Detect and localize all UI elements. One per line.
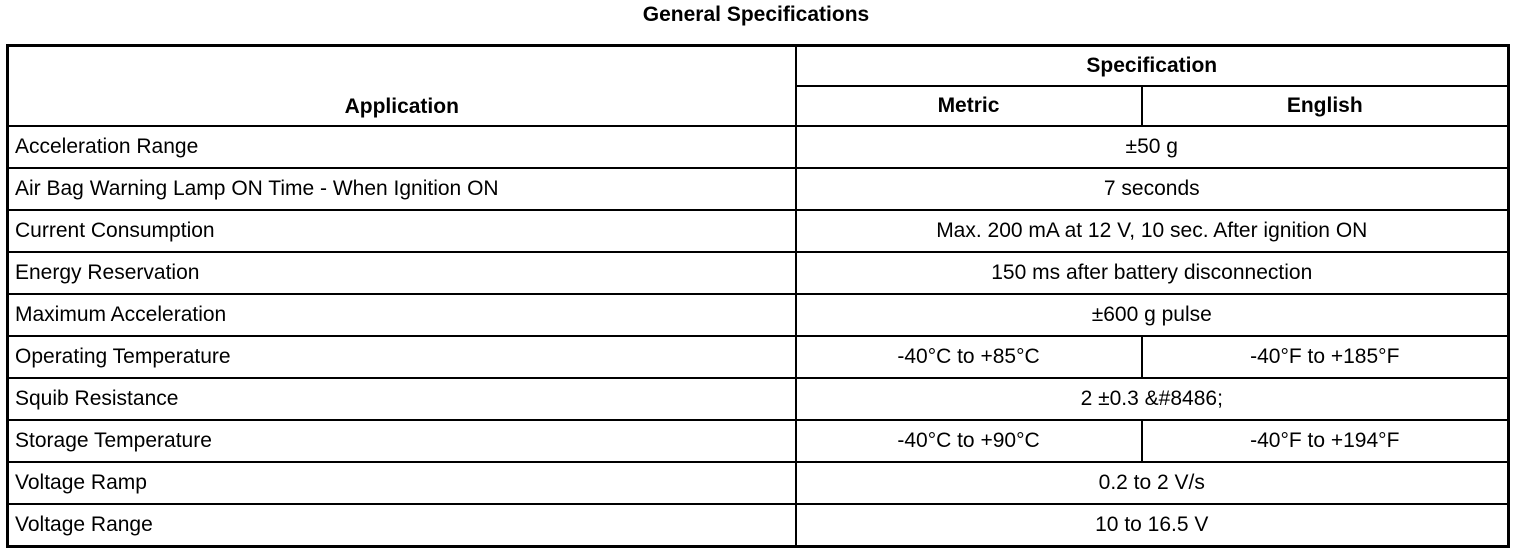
spec-value-cell: Max. 200 mA at 12 V, 10 sec. After ignition ON	[796, 210, 1509, 252]
english-value-cell: -40°F to +194°F	[1142, 420, 1509, 462]
table-row	[8, 210, 1509, 252]
application-cell: Squib Resistance	[8, 378, 796, 420]
table-row	[8, 504, 1509, 547]
application-cell: Air Bag Warning Lamp ON Time - When Ignition ON	[8, 168, 796, 210]
spec-value-cell: 7 seconds	[796, 168, 1509, 210]
application-cell: Voltage Range	[8, 504, 796, 547]
application-cell: Acceleration Range	[8, 126, 796, 168]
table-row	[8, 420, 1509, 462]
english-value-cell: -40°F to +185°F	[1142, 336, 1509, 378]
application-cell: Storage Temperature	[8, 420, 796, 462]
application-cell: Current Consumption	[8, 210, 796, 252]
spec-value-cell: 2 ±0.3 &#8486;	[796, 378, 1509, 420]
header-specification: Specification	[796, 46, 1509, 86]
header-metric: Metric	[796, 86, 1142, 126]
metric-value-cell: -40°C to +90°C	[796, 420, 1142, 462]
table-row	[8, 168, 1509, 210]
table-row	[8, 294, 1509, 336]
spec-value-cell: ±50 g	[796, 126, 1509, 168]
metric-value-cell: -40°C to +85°C	[796, 336, 1142, 378]
spec-value-cell: 0.2 to 2 V/s	[796, 462, 1509, 504]
table-title: General Specifications	[642, 3, 870, 26]
application-cell: Maximum Acceleration	[8, 294, 796, 336]
table-row	[8, 336, 1509, 378]
table-row	[8, 378, 1509, 420]
general-specifications-table	[6, 44, 1510, 548]
application-cell: Operating Temperature	[8, 336, 796, 378]
application-cell: Voltage Ramp	[8, 462, 796, 504]
spec-value-cell: ±600 g pulse	[796, 294, 1509, 336]
header-english: English	[1142, 86, 1509, 126]
table-row	[8, 126, 1509, 168]
spec-value-cell: 150 ms after battery disconnection	[796, 252, 1509, 294]
application-cell: Energy Reservation	[8, 252, 796, 294]
table-row	[8, 252, 1509, 294]
table-row	[8, 462, 1509, 504]
spec-value-cell: 10 to 16.5 V	[796, 504, 1509, 547]
header-application: Application	[8, 46, 796, 126]
